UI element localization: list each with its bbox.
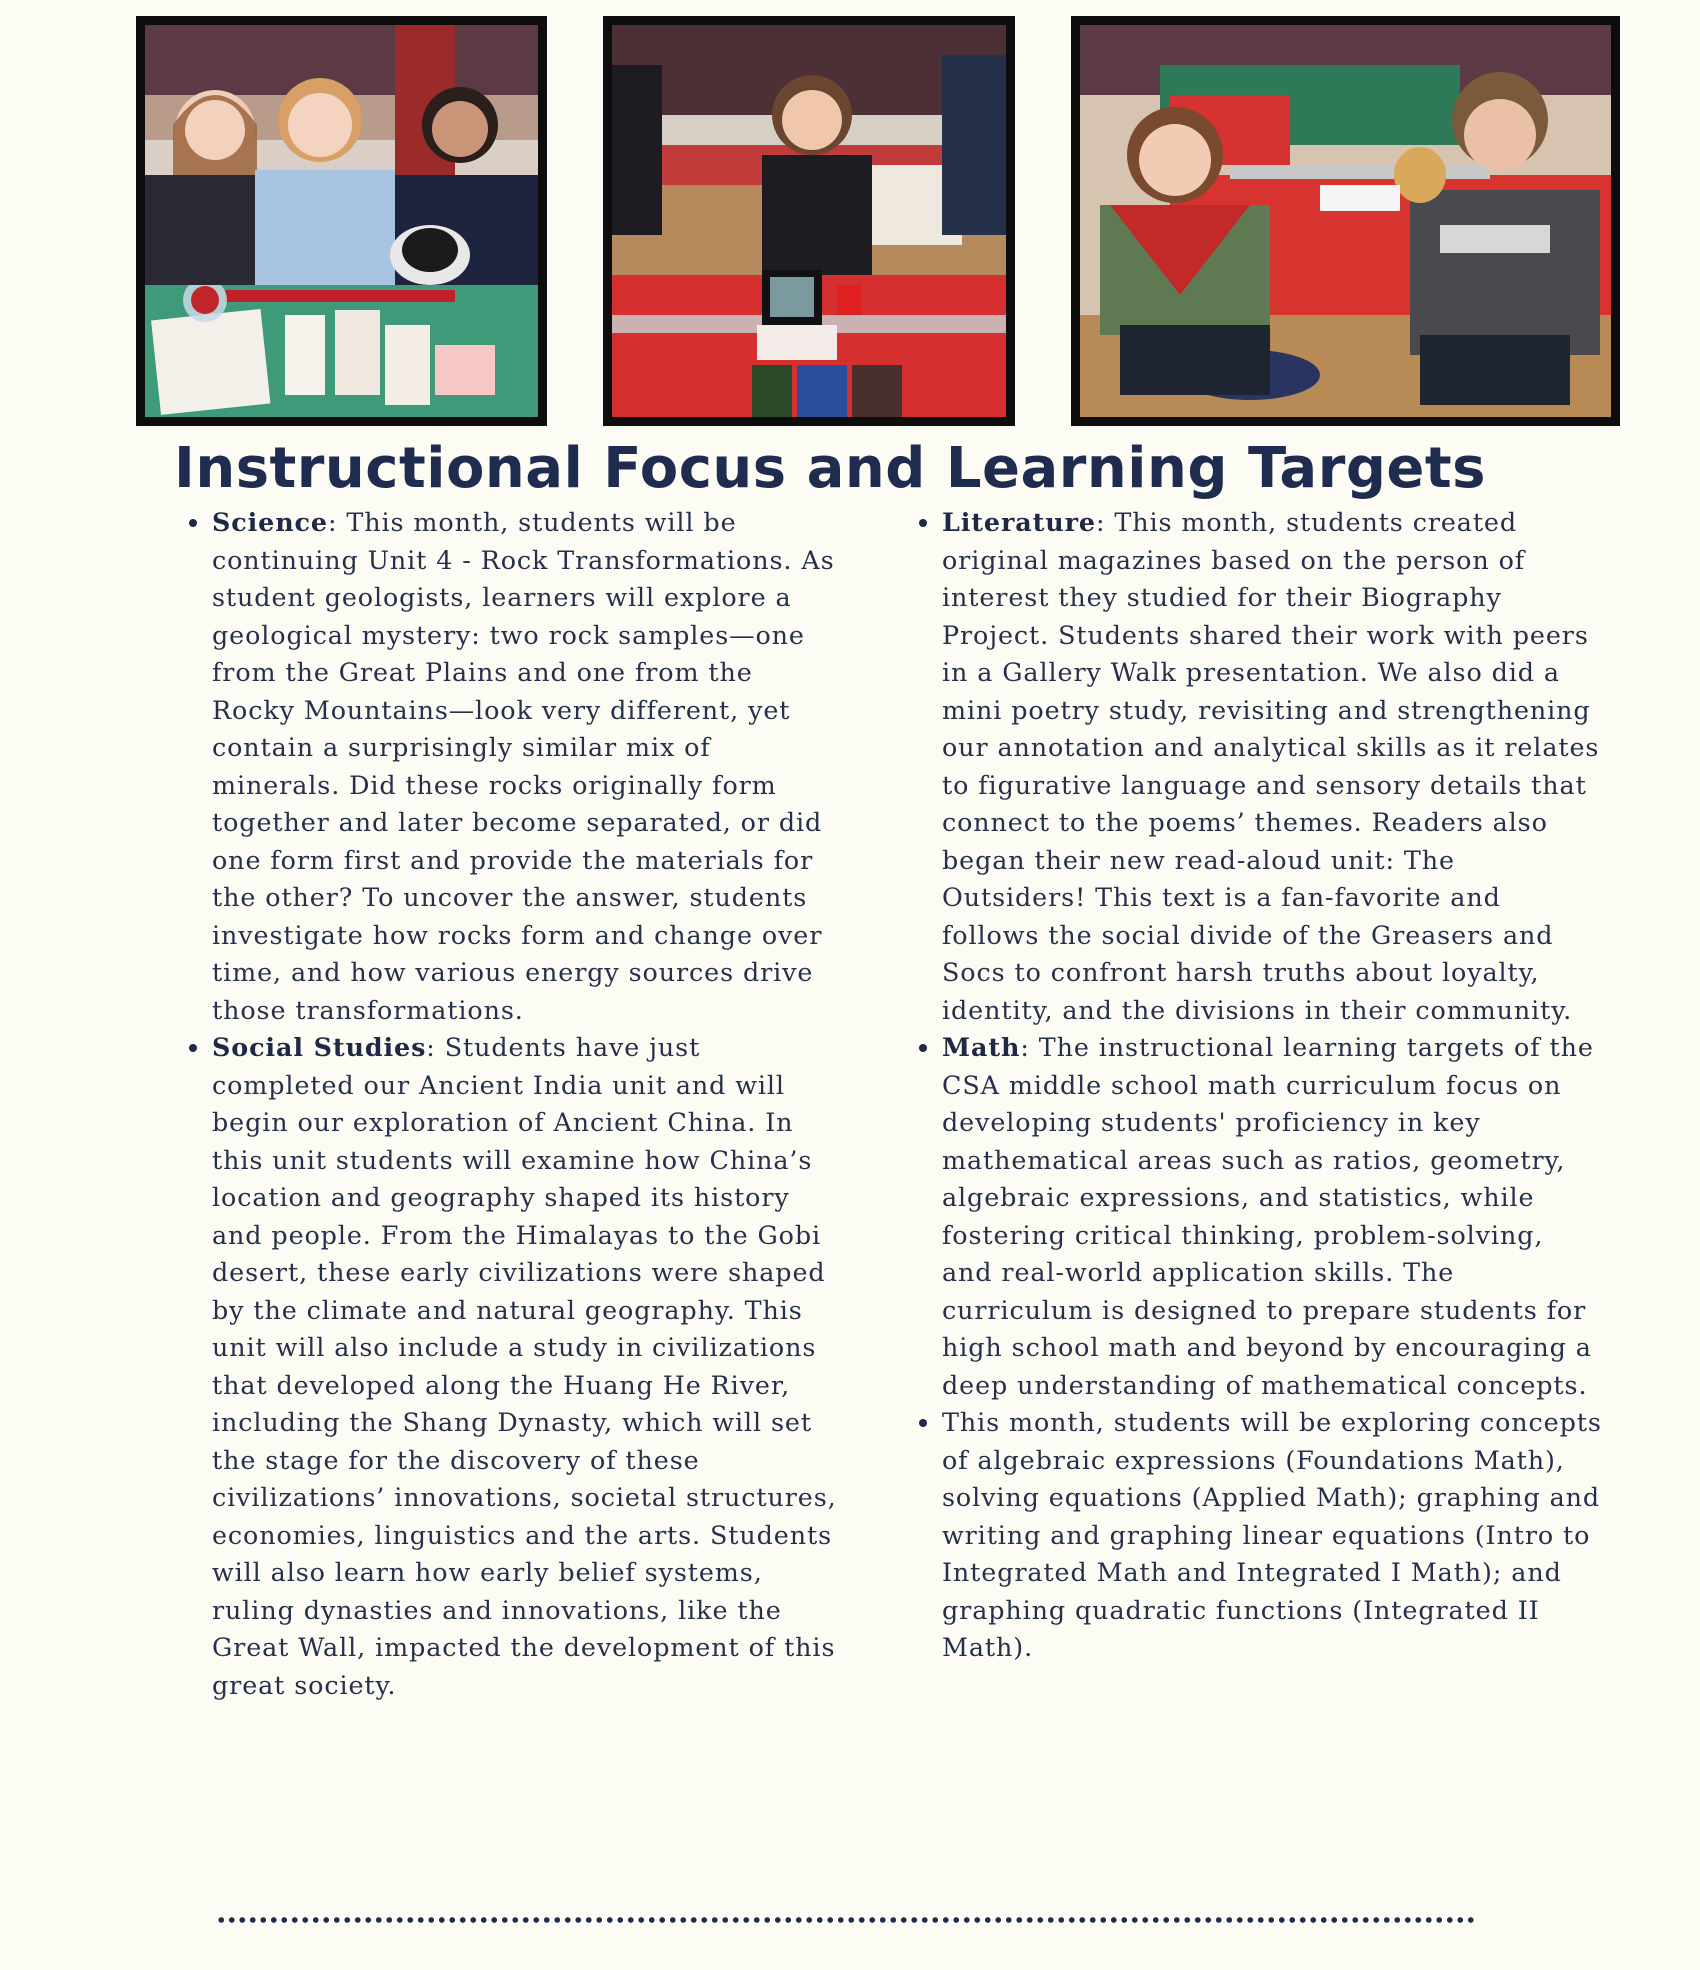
photo-student-at-red-table	[603, 16, 1015, 426]
page-title: Instructional Focus and Learning Targets	[174, 436, 1486, 501]
subject-text-literature: : This month, students created original magazines based on the person of interest they studied for their Biography Project. Students shared their work with peers in a Gallery Walk presentation. We also did a mini poetry study, revisiting and strengthening our annotation and analytical skills as it relates to figurative language and sensory details that connect to the poems’ themes. Readers also began their new read-aloud unit: The Outsiders! This text is a fan-favorite and follows the social divide of the Greasers and Socs to confront harsh truths about loyalty, identity, and the divisions in their community.	[942, 507, 1600, 1025]
list-item-science	[212, 504, 842, 1029]
left-column-list	[180, 504, 842, 1704]
photo-two-students-seated	[1071, 16, 1620, 426]
photo-two-students-image	[1080, 25, 1611, 417]
list-item-math	[942, 1029, 1602, 1404]
right-column-list	[910, 504, 1602, 1667]
subject-label-social-studies: Social Studies	[212, 1032, 427, 1062]
subject-text-science: : This month, students will be continuing Unit 4 - Rock Transformations. As student geologists, learners will explore a geological mystery: two rock samples—one from the Great Plains and one from the Rocky Mountains—look very different, yet contain a surprisingly similar mix of minerals. Did these rocks originally form together and later become separated, or did one form first and provide the materials for the other? To uncover the answer, students investigate how rocks form and change over time, and how various energy sources drive those transformations.	[212, 507, 835, 1025]
subject-text-social-studies: : Students have just completed our Ancient India unit and will begin our exploration of Ancient China. In this unit students will examine how China’s location and geography shaped its history and people. From the Himalayas to the Gobi desert, these early civilizations were shaped by the climate and natural geography. This unit will also include a study in civilizations that developed along the Huang He River, including the Shang Dynasty, which will set the stage for the discovery of these civilizations’ innovations, societal structures, economies, linguistics and the arts. Students will also learn how early belief systems, ruling dynasties and innovations, like the Great Wall, impacted the development of this great society.	[212, 1032, 837, 1700]
subject-label-literature: Literature	[942, 507, 1096, 537]
list-item-math-month	[942, 1404, 1602, 1667]
subject-label-math: Math	[942, 1032, 1021, 1062]
subject-text-math: : The instructional learning targets of the CSA middle school math curriculum focus on developing students' proficiency in key mathematical areas such as ratios, geometry, algebraic expressions, and statistics, while fostering critical thinking, problem-solving, and real-world application skills. The curriculum is designed to prepare students for high school math and beyond by encouraging a deep understanding of mathematical concepts.	[942, 1032, 1594, 1400]
photo-three-students-at-table	[136, 16, 547, 426]
dotted-divider	[216, 1915, 1476, 1925]
photo-three-students-image	[145, 25, 538, 417]
subject-text-math-month: This month, students will be exploring concepts of algebraic expressions (Foundations Math), solving equations (Applied Math); graphing and writing and graphing linear equations (Intro to Integrated Math and Integrated I Math); and graphing quadratic functions (Integrated II Math).	[942, 1407, 1602, 1662]
list-item-social-studies	[212, 1029, 842, 1704]
list-item-literature	[942, 504, 1602, 1029]
photo-student-red-table-image	[612, 25, 1006, 417]
subject-label-science: Science	[212, 507, 328, 537]
